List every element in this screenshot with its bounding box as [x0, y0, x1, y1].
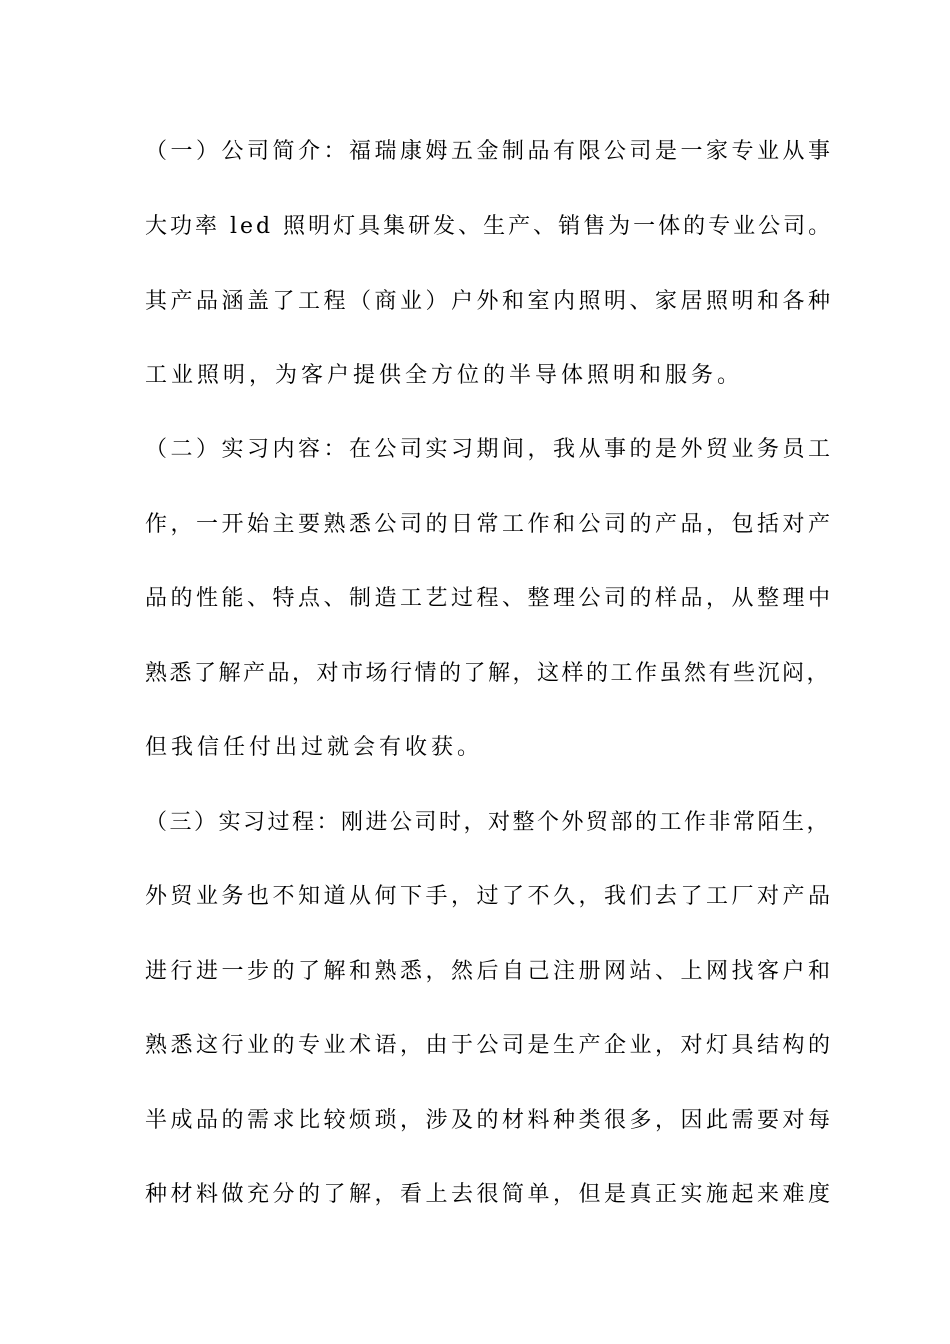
text-line: 熟悉这行业的专业术语，由于公司是生产企业，对灯具结构的 — [145, 1033, 834, 1058]
text-line: 作，一开始主要熟悉公司的日常工作和公司的产品，包括对产 — [145, 512, 834, 537]
text-line: 进行进一步的了解和熟悉，然后自己注册网站、上网找客户和 — [145, 959, 834, 984]
text-line: 大功率 led 照明灯具集研发、生产、销售为一体的专业公司。 — [145, 214, 834, 239]
text-line: 工业照明，为客户提供全方位的半导体照明和服务。 — [145, 363, 744, 388]
text-line: 其产品涵盖了工程（商业）户外和室内照明、家居照明和各种 — [145, 289, 834, 314]
text-line: 外贸业务也不知道从何下手，过了不久，我们去了工厂对产品 — [145, 884, 834, 909]
text-line: 半成品的需求比较烦琐，涉及的材料种类很多，因此需要对每 — [145, 1108, 834, 1133]
text-line: 品的性能、特点、制造工艺过程、整理公司的样品，从整理中 — [145, 586, 834, 611]
text-line: 种材料做充分的了解，看上去很简单，但是真正实施起来难度 — [145, 1182, 834, 1207]
text-line: （二）实习内容：在公司实习期间，我从事的是外贸业务员工 — [145, 437, 834, 462]
text-line: （一）公司简介：福瑞康姆五金制品有限公司是一家专业从事 — [145, 139, 834, 164]
text-line: 但我信任付出过就会有收获。 — [145, 735, 484, 760]
text-line: 熟悉了解产品，对市场行情的了解，这样的工作虽然有些沉闷， — [145, 661, 832, 686]
text-line: （三）实习过程：刚进公司时，对整个外贸部的工作非常陌生， — [145, 810, 832, 835]
